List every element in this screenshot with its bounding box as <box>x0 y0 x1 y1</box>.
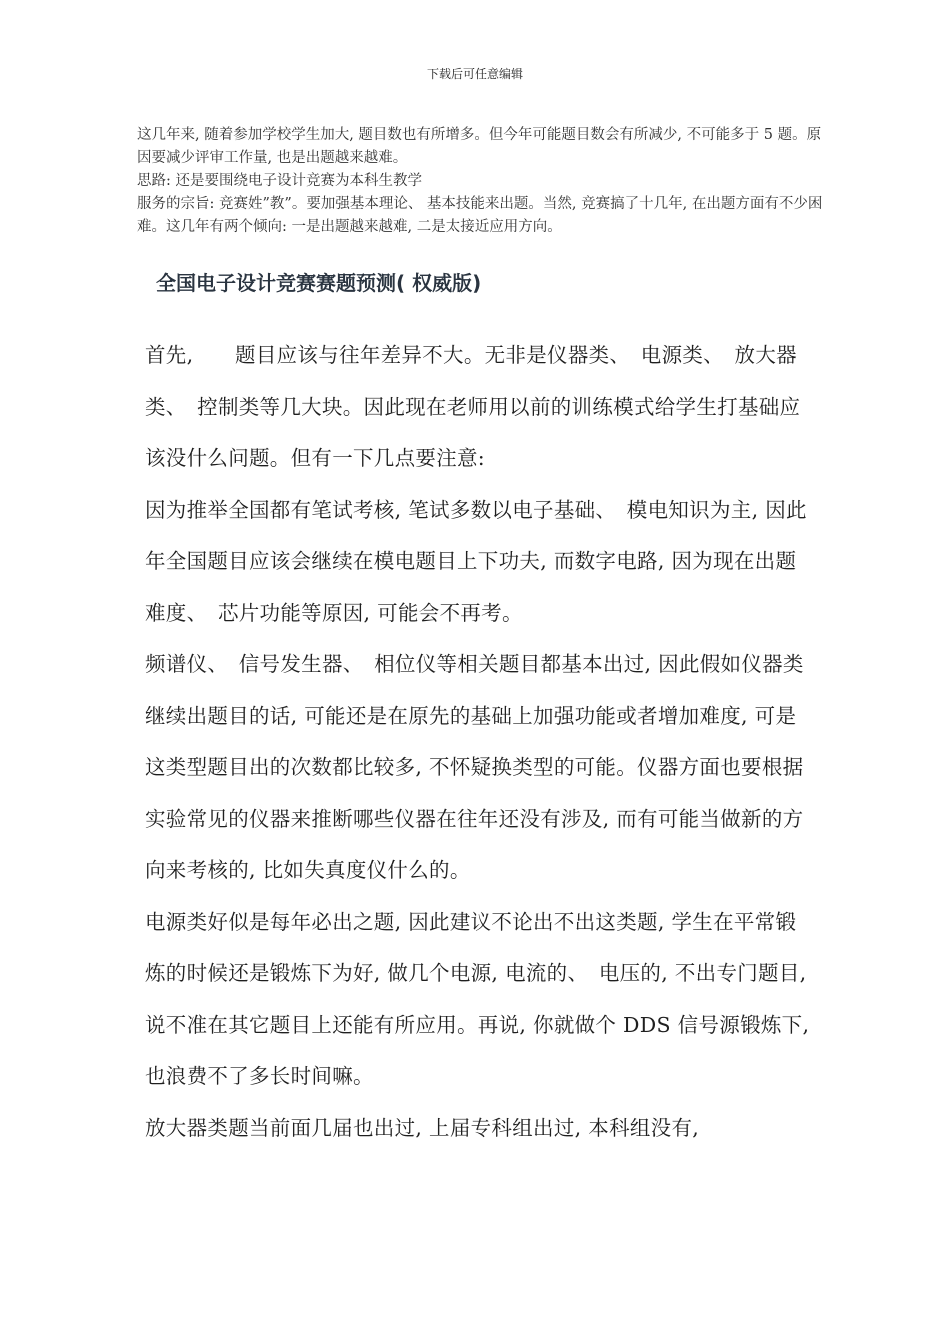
body-paragraph: 因为推举全国都有笔试考核, 笔试多数以电子基础、 模电知识为主, 因此 年全国题目应该会继续在模电题目上下功夫, 而数字电路, 因为现在出题难度、 芯片功能等原因, 可能会不再考。 <box>145 497 828 625</box>
intro-paragraph: 服务的宗旨: 竞赛姓”教”。要加强基本理论、 基本技能来出题。当然, 竞赛搞了十几年, 在出题方面有不少困难。这几年有两个倾向: 一是出题越来越难, 二是太接近应用方向。 <box>137 196 823 235</box>
intro-paragraph: 思路: 还是要围绕电子设计竞赛为本科生教学 <box>137 173 422 189</box>
body-section <box>145 330 828 1154</box>
page-header-note: 下载后可任意编辑 <box>426 67 523 81</box>
document-title: 全国电子设计竞赛赛题预测( 权威版) <box>156 271 482 295</box>
body-paragraph: 电源类好似是每年必出之题, 因此建议不论出不出这类题, 学生在平常锻炼的时候还是锻炼下为好, 做几个电源, 电流的、 电压的, 不出专门题目, 说不准在其它题目上还能有所应用。再说, 你就做个 DDS 信号源锻炼下, 也浪费不了多长时间嘛。 <box>145 909 810 1088</box>
body-paragraph: 放大器类题当前面几届也出过, 上届专科组出过, 本科组没有, <box>145 1115 700 1140</box>
intro-paragraph: 这几年来, 随着参加学校学生加大, 题目数也有所增多。但今年可能题目数会有所减少, 不可能多于 5 题。原因要减少评审工作量, 也是出题越来越难。 <box>137 127 822 166</box>
body-paragraph: 首先, 题目应该与往年差异不大。无非是仪器类、 电源类、 放大器类、 控制类等几大块。因此现在老师用以前的训练模式给学生打基础应该没什么问题。但有一下几点要注意: <box>145 343 801 470</box>
intro-section <box>137 124 823 239</box>
body-paragraph: 频谱仪、 信号发生器、 相位仪等相关题目都基本出过, 因此假如仪器类继续出题目的话, 可能还是在原先的基础上加强功能或者增加难度, 可是这类型题目出的次数都比较多, 不怀疑换类型的可能。仪器方面也要根据实验常见的仪器来推断哪些仪器在往年还没有涉及, 而有可能当做新的方向来考核的, 比如失真度仪什么的。 <box>145 652 804 882</box>
